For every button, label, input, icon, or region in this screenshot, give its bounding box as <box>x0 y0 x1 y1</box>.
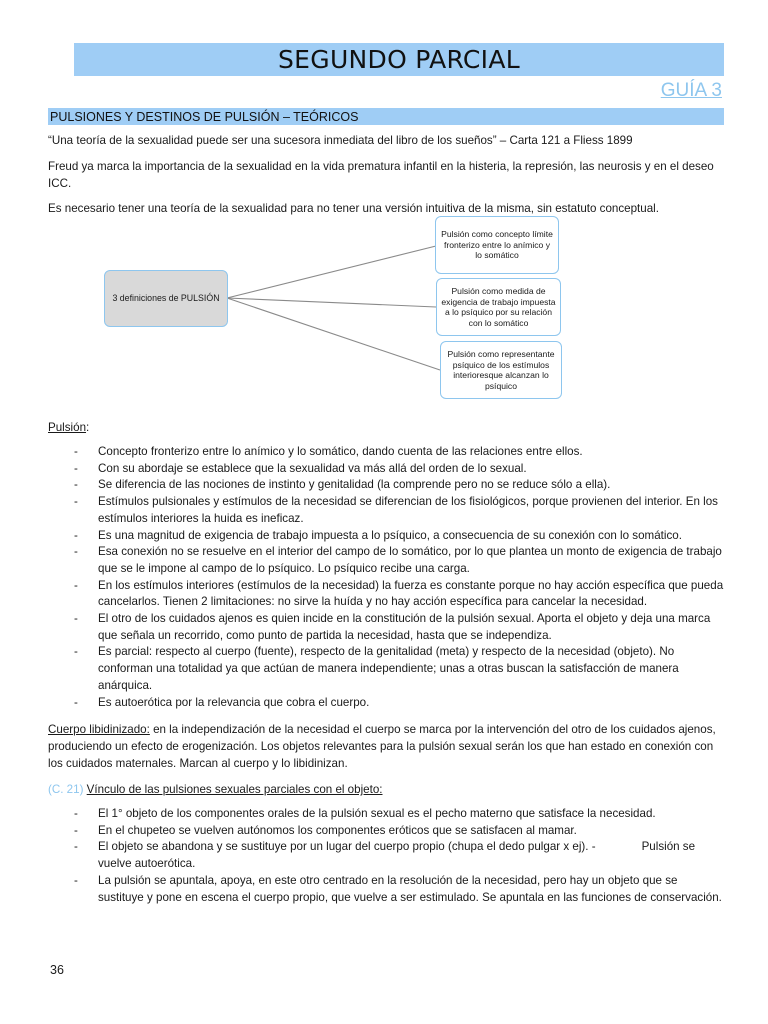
intro-quote: “Una teoría de la sexualidad puede ser una sucesora inmediata del libro de los sueños” – Carta 121 a Fliess 1899 <box>48 134 633 147</box>
cuerpo-libidinizado-paragraph <box>48 721 724 772</box>
section-banner <box>48 108 724 125</box>
list-item: - El otro de los cuidados ajenos es quien incide en la constitución de la pulsión sexual. Aporta el objeto y deja una marca que señala un recorrido, como punto de partida la necesidad, hasta que se independiza. <box>74 612 711 642</box>
connector-line-1 <box>227 246 436 298</box>
concept-map-center: 3 definiciones de PULSIÓN <box>104 270 228 327</box>
pulsion-heading-colon: : <box>86 421 90 434</box>
list-item: - Es autoerótica por la relevancia que cobra el cuerpo. <box>74 695 370 709</box>
list-item: - Esa conexión no se resuelve en el interior del campo de lo somático, por lo que plantea un monto de exigencia de trabajo que se le impone al campo de lo psíquico. Lo psíquico recibe una carga. <box>74 545 722 575</box>
pulsion-heading-line <box>48 419 724 436</box>
vinculo-heading: Vínculo de las pulsiones sexuales parciales con el objeto: <box>86 783 383 796</box>
intro-paragraph-2: Es necesario tener una teoría de la sexualidad para no tener una versión intuitiva de la misma, sin estatuto conceptual. <box>48 202 659 215</box>
list-item: - Se diferencia de las nociones de instinto y genitalidad (la comprende pero no se reduce sólo a ella). <box>74 478 611 492</box>
list-item: - Estímulos pulsionales y estímulos de la necesidad se diferencian de los fisiológicos, porque provienen del interior. En los estímulos interiores la huida es ineficaz. <box>74 495 718 525</box>
concept-map-branch-2: Pulsión como medida de exigencia de trabajo impuesta a lo psíquico por su relación con lo somático <box>436 278 561 336</box>
page-title: SEGUNDO PARCIAL <box>278 45 520 74</box>
list-item: - La pulsión se apuntala, apoya, en este otro centrado en la resolución de la necesidad, pero hay un objeto que se sustituye y pone en escena el cuerpo propio, que vuelve a ser estimulado. Se apuntala en las funciones de conservación. <box>74 873 722 904</box>
title-banner <box>74 43 724 76</box>
concept-map-branch-1: Pulsión como concepto límite fronterizo entre lo anímico y lo somático <box>435 216 559 274</box>
connector-line-2 <box>227 298 436 307</box>
cuerpo-libidinizado-text: en la independización de la necesidad el cuerpo se marca por la intervención del otro de los cuidados ajenos, produciendo un efecto de erogenización. Los objetos relevantes para la pulsión sexual serán los que han estado en conexión con los cuidados maternales. Marcan al cuerpo y lo libidinizan. <box>48 723 716 770</box>
concept-map-branch-3: Pulsión como representante psíquico de los estímulos interioresque alcanzan lo psíquico <box>440 341 562 399</box>
pulsion-list <box>48 444 724 711</box>
list-item: - El objeto se abandona y se sustituye por un lugar del cuerpo propio (chupa el dedo pulgar x ej). - Pulsión se vuelve autoerótica. <box>74 840 696 871</box>
list-item: - Concepto fronterizo entre lo anímico y lo somático, dando cuenta de las relaciones entre ellos. <box>74 445 583 458</box>
list-item: - Es parcial: respecto al cuerpo (fuente), respecto de la genitalidad (meta) y respecto de la necesidad (objeto). No conforman una totalidad ya que actúan de manera independiente; unas a otras buscan la satisfacción de manera anárquica. <box>74 645 679 692</box>
intro-paragraph-1: Freud ya marca la importancia de la sexualidad en la vida prematura infantil en la histeria, la represión, las neurosis y en el deseo ICC. <box>48 160 714 190</box>
vinculo-list <box>48 806 724 906</box>
chapter-reference: (C. 21) <box>48 783 84 796</box>
list-item: - Con su abordaje se establece que la sexualidad va más allá del orden de lo sexual. <box>74 461 527 475</box>
list-item: - El 1° objeto de los componentes orales de la pulsión sexual es el pecho materno que satisface la necesidad. <box>74 807 656 820</box>
guide-label: GUÍA 3 <box>660 80 722 101</box>
section-title: PULSIONES Y DESTINOS DE PULSIÓN – TEÓRICOS <box>50 110 359 124</box>
list-item: - Es una magnitud de exigencia de trabajo impuesta a lo psíquico, a consecuencia de su conexión con lo somático. <box>74 528 682 542</box>
pulsion-heading: Pulsión <box>48 421 87 434</box>
page-number: 36 <box>50 963 64 977</box>
cuerpo-libidinizado-label: Cuerpo libidinizado: <box>48 723 150 736</box>
list-item: - En el chupeteo se vuelven autónomos los componentes eróticos que se satisfacen al mamar. <box>74 823 577 837</box>
list-item: - En los estímulos interiores (estímulos de la necesidad) la fuerza es constante porque no hay acción específica que pueda cancelarlos. Tienen 2 limitaciones: no sirve la huída y no hay acción específica para cancelar la necesidad. <box>74 578 724 609</box>
connector-line-3 <box>227 298 440 370</box>
vinculo-heading-line <box>48 781 724 798</box>
